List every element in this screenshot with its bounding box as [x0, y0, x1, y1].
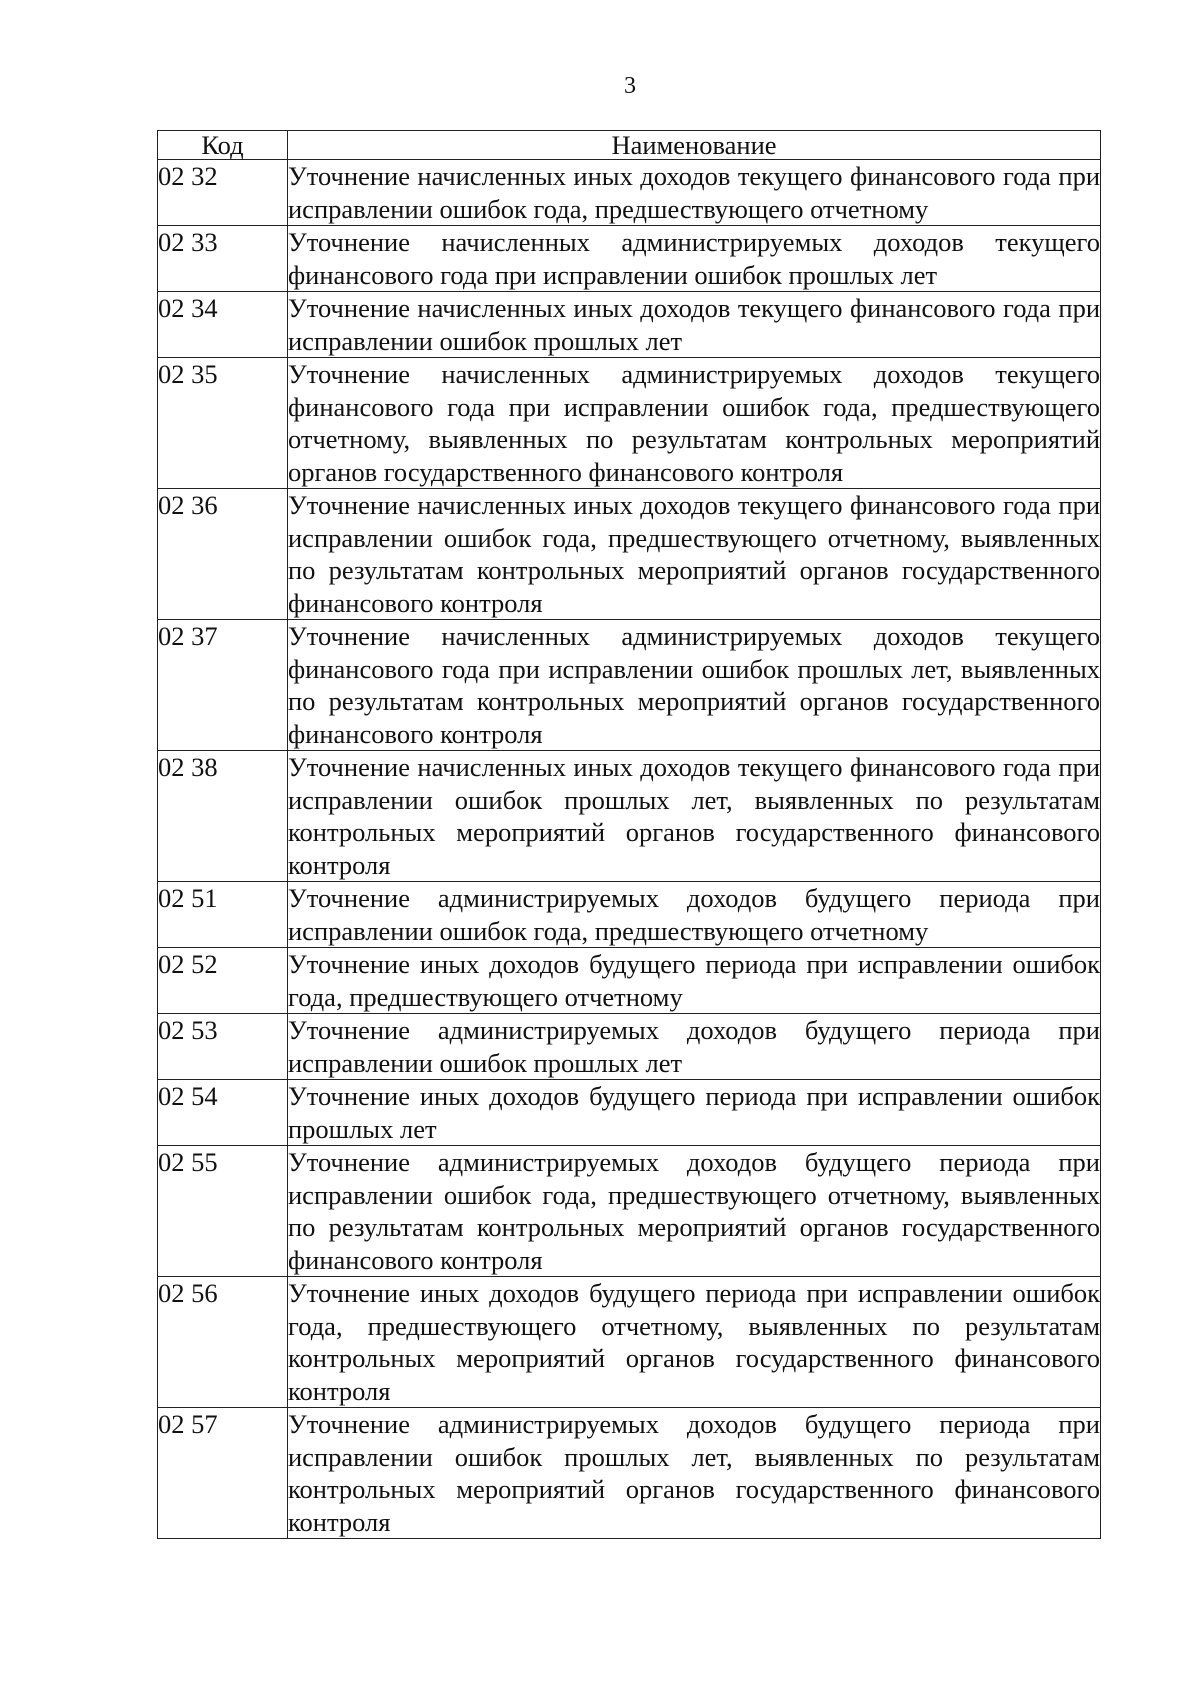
table-row [158, 160, 1101, 226]
row-name: Уточнение начисленных иных доходов текущего финансового года при исправлении ошибок года, предшествующего отчетному [288, 161, 1100, 224]
row-code: 02 37 [158, 620, 288, 751]
table-row [158, 292, 1101, 358]
row-name: Уточнение иных доходов будущего периода при исправлении ошибок прошлых лет [288, 1081, 1100, 1144]
table-body [158, 160, 1101, 1539]
row-name: Уточнение начисленных администрируемых доходов текущего финансового года при исправлении ошибок прошлых лет, выявленных по результатам контрольных мероприятий органов государственного финансового контроля [288, 621, 1100, 749]
row-name: Уточнение начисленных иных доходов текущего финансового года при исправлении ошибок года, предшествующего отчетному, выявленных по результатам контрольных мероприятий органов государственного финансового контроля [288, 490, 1100, 618]
table-header-row [158, 131, 1101, 160]
header-code: Код [158, 131, 288, 160]
header-name: Наименование [288, 131, 1101, 160]
row-code: 02 35 [158, 358, 288, 489]
row-name: Уточнение начисленных иных доходов текущего финансового года при исправлении ошибок прошлых лет [288, 293, 1100, 356]
row-name: Уточнение администрируемых доходов будущего периода при исправлении ошибок года, предшествующего отчетному, выявленных по результатам контрольных мероприятий органов государственного финансового контроля [288, 1147, 1100, 1275]
row-code: 02 57 [158, 1408, 288, 1539]
table-row [158, 1277, 1101, 1408]
table-row [158, 1080, 1101, 1146]
row-name: Уточнение иных доходов будущего периода при исправлении ошибок года, предшествующего отчетному, выявленных по результатам контрольных мероприятий органов государственного финансового контроля [288, 1278, 1100, 1406]
row-code: 02 56 [158, 1277, 288, 1408]
row-code: 02 54 [158, 1080, 288, 1146]
row-name: Уточнение начисленных администрируемых доходов текущего финансового года при исправлении ошибок прошлых лет [288, 227, 1100, 290]
page-number: 3 [624, 73, 636, 99]
row-code: 02 32 [158, 160, 288, 226]
table-row [158, 1408, 1101, 1539]
codes-table [157, 130, 1101, 1539]
table-row [158, 1014, 1101, 1080]
table-row [158, 620, 1101, 751]
row-name: Уточнение начисленных иных доходов текущего финансового года при исправлении ошибок прошлых лет, выявленных по результатам контрольных мероприятий органов государственного финансового контроля [288, 752, 1100, 880]
row-code: 02 51 [158, 882, 288, 948]
row-code: 02 36 [158, 489, 288, 620]
row-name: Уточнение администрируемых доходов будущего периода при исправлении ошибок прошлых лет [288, 1015, 1100, 1078]
table-row [158, 489, 1101, 620]
row-code: 02 33 [158, 226, 288, 292]
row-name: Уточнение администрируемых доходов будущего периода при исправлении ошибок прошлых лет, выявленных по результатам контрольных мероприятий органов государственного финансового контроля [288, 1409, 1100, 1537]
row-code: 02 52 [158, 948, 288, 1014]
row-code: 02 38 [158, 751, 288, 882]
table-row [158, 358, 1101, 489]
row-code: 02 53 [158, 1014, 288, 1080]
row-name: Уточнение иных доходов будущего периода при исправлении ошибок года, предшествующего отчетному [288, 949, 1100, 1012]
row-name: Уточнение администрируемых доходов будущего периода при исправлении ошибок года, предшествующего отчетному [288, 883, 1100, 946]
table-row [158, 1146, 1101, 1277]
row-code: 02 34 [158, 292, 288, 358]
table-row [158, 751, 1101, 882]
row-name: Уточнение начисленных администрируемых доходов текущего финансового года при исправлении ошибок года, предшествующего отчетному, выявленных по результатам контрольных мероприятий органов государственного финансового контроля [288, 359, 1100, 487]
table-row [158, 948, 1101, 1014]
table-row [158, 226, 1101, 292]
table-row [158, 882, 1101, 948]
row-code: 02 55 [158, 1146, 288, 1277]
